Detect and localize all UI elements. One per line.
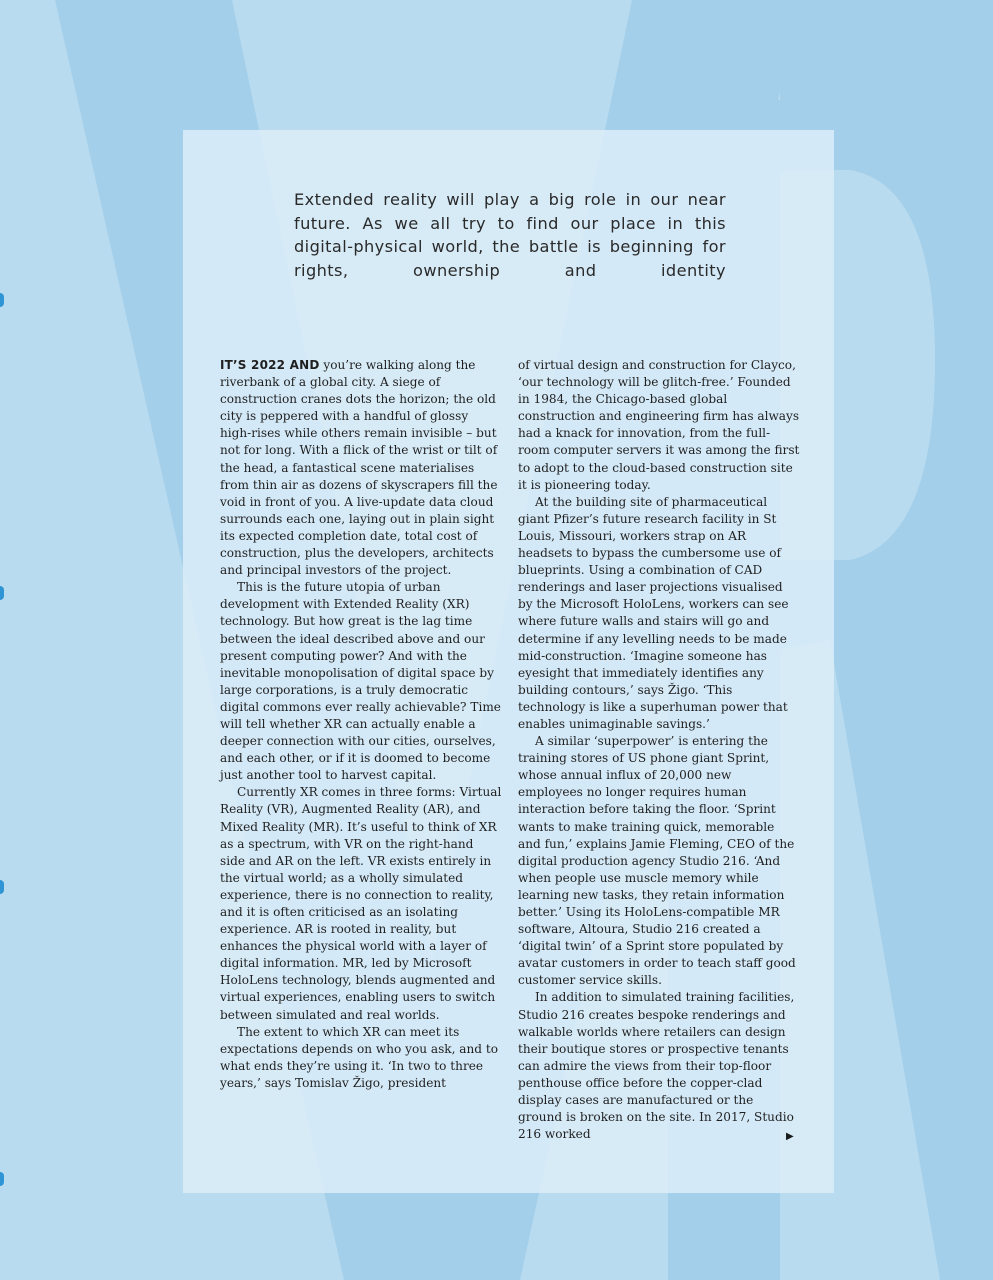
standfirst: Extended reality will play a big role in our near future. As we all try to find our place in this digital-physical world, the battle is beginning for rights, ownership and identity (294, 190, 726, 280)
article-column-left (220, 357, 502, 1092)
continue-arrow-icon: ▶ (786, 1131, 794, 1142)
paragraph: Currently XR comes in three forms: Virtual Reality (VR), Augmented Reality (AR), and Mixed Reality (MR). It’s useful to think of XR as a spectrum, with VR on the right-hand side and AR on the left. VR exists entirely in the virtual world; as a wholly simulated experience, there is no connection to reality, and it is often criticised as an isolating experience. AR is rooted in reality, but enhances the physical world with a layer of digital information. MR, led by Microsoft HoloLens technology, blends augmented and virtual experiences, enabling users to switch between simulated and real worlds. (220, 785, 502, 1022)
lead-in: IT’S 2022 AND (220, 358, 320, 372)
paragraph: The extent to which XR can meet its expectations depends on who you ask, and to what ends they’re using it. ‘In two to three years,’ says Tomislav Žigo, president (220, 1024, 499, 1090)
paragraph: This is the future utopia of urban development with Extended Reality (XR) technology. But how great is the lag time between the ideal described above and our present computing power? And with the inevitable monopolisation of digital space by large corporations, is a truly democratic digital commons ever really achievable? Time will tell whether XR can actually enable a deeper connection with our cities, ourselves, and each other, or if it is doomed to become just another tool to harvest capital. (220, 580, 501, 783)
page-edge-mark (0, 586, 4, 600)
paragraph: In addition to simulated training facilities, Studio 216 creates bespoke renderings and walkable worlds where retailers can design their boutique stores or prospective tenants can admire the views from their top-floor penthouse office before the copper-clad display cases are manufactured or the ground is broken on the site. In 2017, Studio 216 worked (518, 990, 795, 1142)
paragraph: of virtual design and construction for Clayco, ‘our technology will be glitch-free.’ Founded in 1984, the Chicago-based global construction and engineering firm has always had a knack for innovation, from the full-room computer servers it was among the first to adopt to the cloud-based construction site it is pioneering today. (518, 358, 800, 492)
page-edge-mark (0, 880, 4, 894)
paragraph-text: you’re walking along the riverbank of a global city. A siege of construction cranes dots the horizon; the old city is peppered with a handful of glossy high-rises while others remain invisible – but not for long. With a flick of the wrist or tilt of the head, a fantastical scene materialises from thin air as dozens of skyscrapers fill the void in front of you. A live-update data cloud surrounds each one, laying out in plain sight its expected completion date, total cost of construction, plus the developers, architects and principal investors of the project. (220, 358, 498, 578)
paragraph (220, 357, 502, 579)
article-column-right (518, 357, 800, 1143)
page-edge-mark (0, 293, 4, 307)
paragraph: A similar ‘superpower’ is entering the training stores of US phone giant Sprint, whose annual influx of 20,000 new employees no longer requires human interaction before taking the floor. ‘Sprint wants to make training quick, memorable and fun,’ explains Jamie Fleming, CEO of the digital production agency Studio 216. ‘And when people use muscle memory while learning new tasks, they retain information better.’ Using its HoloLens-compatible MR software, Altoura, Studio 216 created a ‘digital twin’ of a Sprint store populated by avatar customers in order to teach staff good customer service skills. (518, 734, 796, 988)
page-edge-mark (0, 1172, 4, 1186)
paragraph: At the building site of pharmaceutical giant Pfizer’s future research facility in St Louis, Missouri, workers strap on AR headsets to bypass the cumbersome use of blueprints. Using a combination of CAD renderings and laser projections visualised by the Microsoft HoloLens, workers can see where future walls and stairs will go and determine if any levelling needs to be made mid-construction. ‘Imagine someone has eyesight that immediately identifies any building contours,’ says Žigo. ‘This technology is like a superhuman power that enables unimaginable savings.’ (518, 494, 789, 731)
